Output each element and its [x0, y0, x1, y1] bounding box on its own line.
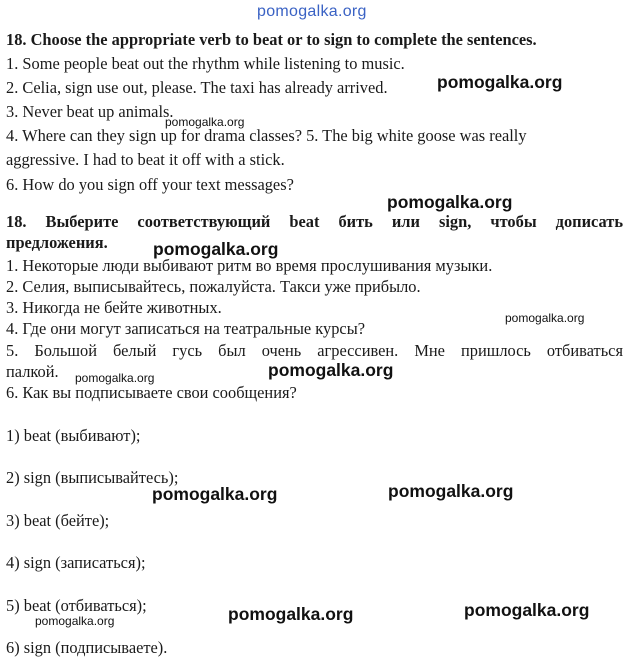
russian-heading-1: 18. Выберите соответствующий beat бить или sign, чтобы дописать: [6, 212, 623, 231]
watermark[interactable]: pomogalka.org: [437, 72, 563, 92]
russian-line-5: 5. Большой белый гусь был очень агрессивен. Мне пришлось отбиваться: [6, 341, 623, 360]
russian-line-2: 2. Селия, выписывайтесь, пожалуйста. Такси уже прибыло.: [6, 277, 421, 296]
english-line-1: 1. Some people beat out the rhythm while listening to music.: [6, 54, 405, 73]
russian-heading-2: предложения.: [6, 233, 108, 252]
watermark[interactable]: pomogalka.org: [464, 600, 590, 620]
english-line-5: aggressive. I had to beat it off with a stick.: [6, 150, 285, 169]
watermark[interactable]: pomogalka.org: [152, 484, 278, 504]
answer-2: 2) sign (выписывайтесь);: [6, 468, 179, 487]
english-line-2: 2. Celia, sign use out, please. The taxi has already arrived.: [6, 78, 388, 97]
watermark[interactable]: pomogalka.org: [153, 239, 279, 259]
watermark[interactable]: pomogalka.org: [268, 360, 394, 380]
watermark[interactable]: pomogalka.org: [75, 371, 155, 385]
watermark[interactable]: pomogalka.org: [165, 115, 245, 129]
answer-4: 4) sign (записаться);: [6, 553, 146, 572]
watermark[interactable]: pomogalka.org: [35, 614, 115, 628]
english-line-4: 4. Where can they sign up for drama classes? 5. The big white goose was really: [6, 126, 527, 145]
answer-3: 3) beat (бейте);: [6, 511, 110, 530]
english-heading: 18. Choose the appropriate verb to beat or to sign to complete the sentences.: [6, 30, 537, 49]
watermark[interactable]: pomogalka.org: [505, 311, 585, 325]
watermark[interactable]: pomogalka.org: [387, 192, 513, 212]
answer-6: 6) sign (подписываете).: [6, 638, 168, 657]
english-line-6: 6. How do you sign off your text messages?: [6, 175, 294, 194]
russian-line-1: 1. Некоторые люди выбивают ритм во время прослушивания музыки.: [6, 256, 493, 275]
watermark[interactable]: pomogalka.org: [388, 481, 514, 501]
answer-5: 5) beat (отбиваться);: [6, 596, 147, 615]
russian-line-6: 6. Как вы подписываете свои сообщения?: [6, 383, 297, 402]
answer-1: 1) beat (выбивают);: [6, 426, 141, 445]
watermark-top[interactable]: pomogalka.org: [257, 3, 367, 20]
russian-line-5-cont: палкой.: [6, 362, 59, 381]
english-line-3: 3. Never beat up animals.: [6, 102, 174, 121]
russian-line-3: 3. Никогда не бейте животных.: [6, 298, 222, 317]
watermark[interactable]: pomogalka.org: [228, 604, 354, 624]
russian-line-4: 4. Где они могут записаться на театральные курсы?: [6, 319, 365, 338]
